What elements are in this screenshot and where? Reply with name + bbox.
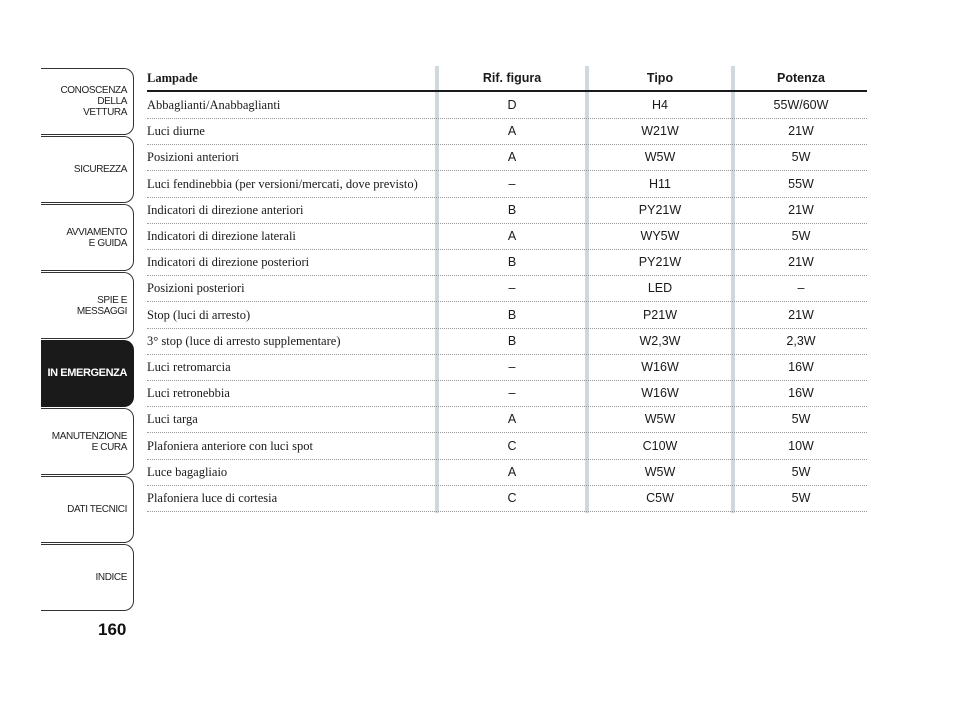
cell-ref: A <box>507 150 517 165</box>
cell-type: C5W <box>646 491 674 505</box>
cell-lamp: Abbaglianti/Anabbaglianti <box>147 98 281 112</box>
header-rif-figura: Rif. figura <box>482 71 542 85</box>
table-row <box>147 118 867 145</box>
tab-label: SPIE E MESSAGGI <box>76 294 127 317</box>
cell-lamp: Indicatori di direzione anteriori <box>147 202 304 217</box>
cell-power: 10W <box>788 438 814 453</box>
cell-power: 21W <box>788 124 814 139</box>
table-row <box>147 459 867 486</box>
table-row <box>147 433 867 460</box>
tab-in-emergenza[interactable] <box>41 340 134 407</box>
tab-label: DATI TECNICI <box>67 504 127 515</box>
tab-avviamento-e-guida[interactable] <box>41 204 134 271</box>
tab-label: SICUREZZA <box>73 164 127 175</box>
tab-manutenzione-e-cura[interactable] <box>41 408 134 475</box>
page-number: 160 <box>98 620 127 639</box>
cell-lamp: Luci fendinebbia (per versioni/mercati, dove previsto) <box>147 176 418 191</box>
cell-type: W16W <box>641 360 679 374</box>
cell-type: H11 <box>648 176 671 191</box>
cell-ref: A <box>507 412 517 427</box>
header-lampade: Lampade <box>147 71 198 85</box>
table-row <box>147 197 867 224</box>
cell-power: 5W <box>791 229 811 243</box>
cell-power: 21W <box>788 202 814 217</box>
cell-type: PY21W <box>638 255 682 270</box>
cell-ref: A <box>507 229 517 243</box>
cell-power: 16W <box>788 360 814 374</box>
cell-power: 2,3W <box>786 333 816 348</box>
cell-lamp: Posizioni anteriori <box>147 150 239 165</box>
cell-type: H4 <box>652 98 668 112</box>
table-row <box>147 144 867 171</box>
table-row <box>147 485 867 512</box>
cell-type: LED <box>647 281 673 296</box>
cell-ref: C <box>507 491 517 505</box>
cell-ref: C <box>507 438 517 453</box>
cell-lamp: Posizioni posteriori <box>147 281 245 296</box>
cell-power: 16W <box>788 386 814 401</box>
cell-lamp: Luce bagagliaio <box>147 464 228 479</box>
cell-ref: – <box>508 360 516 374</box>
cell-power: – <box>797 281 805 296</box>
tab-sicurezza[interactable] <box>41 136 134 203</box>
cell-type: W5W <box>644 412 676 427</box>
cell-ref: B <box>507 307 517 322</box>
cell-lamp: Luci retronebbia <box>147 386 230 401</box>
cell-lamp: Luci retromarcia <box>147 360 231 374</box>
cell-lamp: Luci targa <box>147 412 198 427</box>
cell-lamp: 3° stop (luce di arresto supplementare) <box>147 333 341 348</box>
cell-power: 55W/60W <box>773 98 829 112</box>
table-row <box>147 92 867 119</box>
tab-spie-e-messaggi[interactable] <box>41 272 134 339</box>
cell-type: C10W <box>642 438 678 453</box>
cell-ref: B <box>507 255 517 270</box>
cell-lamp: Stop (luci di arresto) <box>147 307 251 322</box>
tab-label: CONOSCENZA DELLA VETTURA <box>60 85 127 118</box>
cell-power: 5W <box>791 491 811 505</box>
cell-ref: A <box>507 124 517 139</box>
table-row <box>147 249 867 276</box>
cell-ref: D <box>507 98 517 112</box>
cell-power: 21W <box>788 255 814 270</box>
tab-conoscenza-della-vettura[interactable] <box>41 68 134 135</box>
table-row <box>147 223 867 250</box>
tab-label: AVVIAMENTO E GUIDA <box>66 226 127 249</box>
header-tipo: Tipo <box>646 71 674 85</box>
table-row <box>147 354 867 381</box>
cell-type: W5W <box>644 150 676 165</box>
cell-power: 55W <box>788 176 814 191</box>
cell-power: 5W <box>791 412 811 427</box>
table-row <box>147 171 867 198</box>
tab-label: MANUTENZIONE E CURA <box>51 430 127 453</box>
cell-ref: B <box>507 202 517 217</box>
tab-label: IN EMERGENZA <box>47 367 127 379</box>
table-row <box>147 380 867 407</box>
tab-label: INDICE <box>95 572 127 583</box>
cell-ref: – <box>508 386 516 401</box>
cell-type: WY5W <box>640 229 680 243</box>
tab-indice[interactable] <box>41 544 134 611</box>
cell-power: 5W <box>791 464 811 479</box>
cell-power: 21W <box>788 307 814 322</box>
table-row <box>147 275 867 302</box>
cell-lamp: Plafoniera anteriore con luci spot <box>147 438 313 453</box>
cell-ref: – <box>508 281 516 296</box>
cell-lamp: Indicatori di direzione laterali <box>147 229 296 243</box>
table-row <box>147 406 867 433</box>
header-potenza: Potenza <box>777 71 825 85</box>
cell-type: W16W <box>641 386 679 401</box>
cell-lamp: Luci diurne <box>147 124 205 139</box>
cell-power: 5W <box>791 150 811 165</box>
cell-ref: – <box>508 176 516 191</box>
cell-ref: A <box>507 464 517 479</box>
cell-type: W21W <box>641 124 679 139</box>
cell-type: PY21W <box>638 202 682 217</box>
table-row <box>147 302 867 329</box>
tab-dati-tecnici[interactable] <box>41 476 134 543</box>
cell-type: P21W <box>642 307 678 322</box>
cell-lamp: Indicatori di direzione posteriori <box>147 255 310 270</box>
cell-type: W2,3W <box>639 333 681 348</box>
cell-lamp: Plafoniera luce di cortesia <box>147 491 278 505</box>
table-row <box>147 328 867 355</box>
cell-ref: B <box>507 333 517 348</box>
cell-type: W5W <box>644 464 676 479</box>
